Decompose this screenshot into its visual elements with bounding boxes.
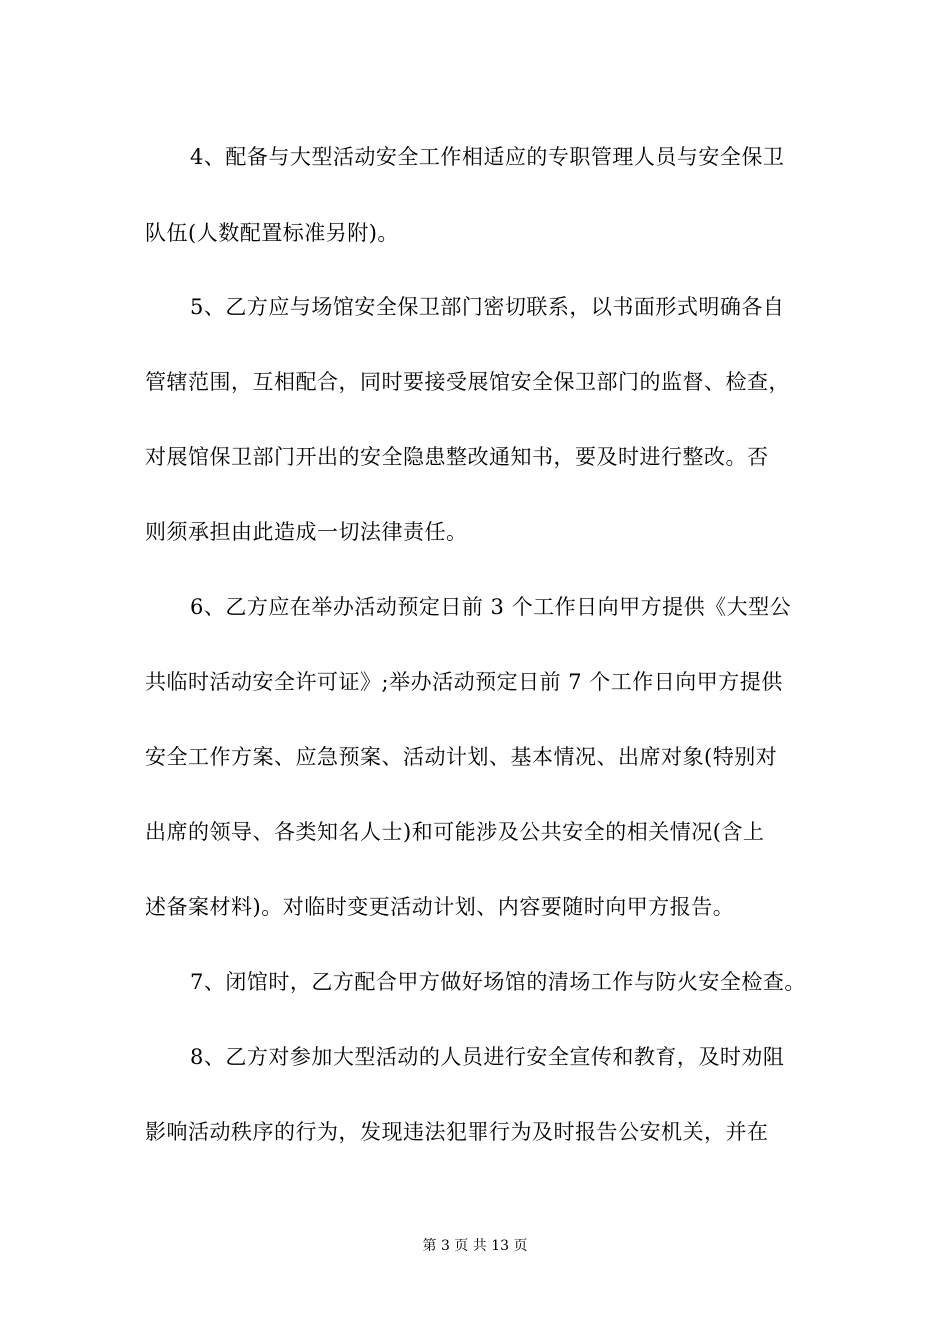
paragraph-5-line-4: 则须承担由此造成一切法律责任。 — [145, 520, 468, 544]
paragraph-6-line-2: 共临时活动安全许可证》;举办活动预定日前 7 个工作日向甲方提供 — [145, 670, 783, 694]
paragraph-5-line-2: 管辖范围，互相配合，同时要接受展馆安全保卫部门的监督、检查， — [145, 370, 790, 394]
paragraph-4-line-1: 4、配备与大型活动安全工作相适应的专职管理人员与安全保卫 — [190, 145, 785, 169]
paragraph-6-line-1: 6、乙方应在举办活动预定日前 3 个工作日向甲方提供《大型公 — [190, 595, 792, 619]
paragraph-5-line-1: 5、乙方应与场馆安全保卫部门密切联系，以书面形式明确各自 — [190, 295, 785, 319]
paragraph-7-line-1: 7、闭馆时，乙方配合甲方做好场馆的清场工作与防火安全检查。 — [190, 970, 806, 994]
paragraph-6-line-3: 安全工作方案、应急预案、活动计划、基本情况、出席对象(特别对 — [145, 745, 778, 769]
paragraph-8-line-1: 8、乙方对参加大型活动的人员进行安全宣传和教育，及时劝阻 — [190, 1045, 785, 1069]
paragraph-6-line-5: 述备案材料)。对临时变更活动计划、内容要随时向甲方报告。 — [145, 895, 735, 919]
paragraph-4-line-2: 队伍(人数配置标准另附)。 — [145, 221, 399, 245]
paragraph-8-line-2: 影响活动秩序的行为，发现违法犯罪行为及时报告公安机关，并在 — [145, 1120, 769, 1144]
page-number-footer: 第 3 页 共 13 页 — [422, 1238, 528, 1254]
paragraph-5-line-3: 对展馆保卫部门开出的安全隐患整改通知书，要及时进行整改。否 — [145, 445, 769, 469]
paragraph-6-line-4: 出席的领导、各类知名人士)和可能涉及公共安全的相关情况(含上 — [145, 820, 765, 844]
